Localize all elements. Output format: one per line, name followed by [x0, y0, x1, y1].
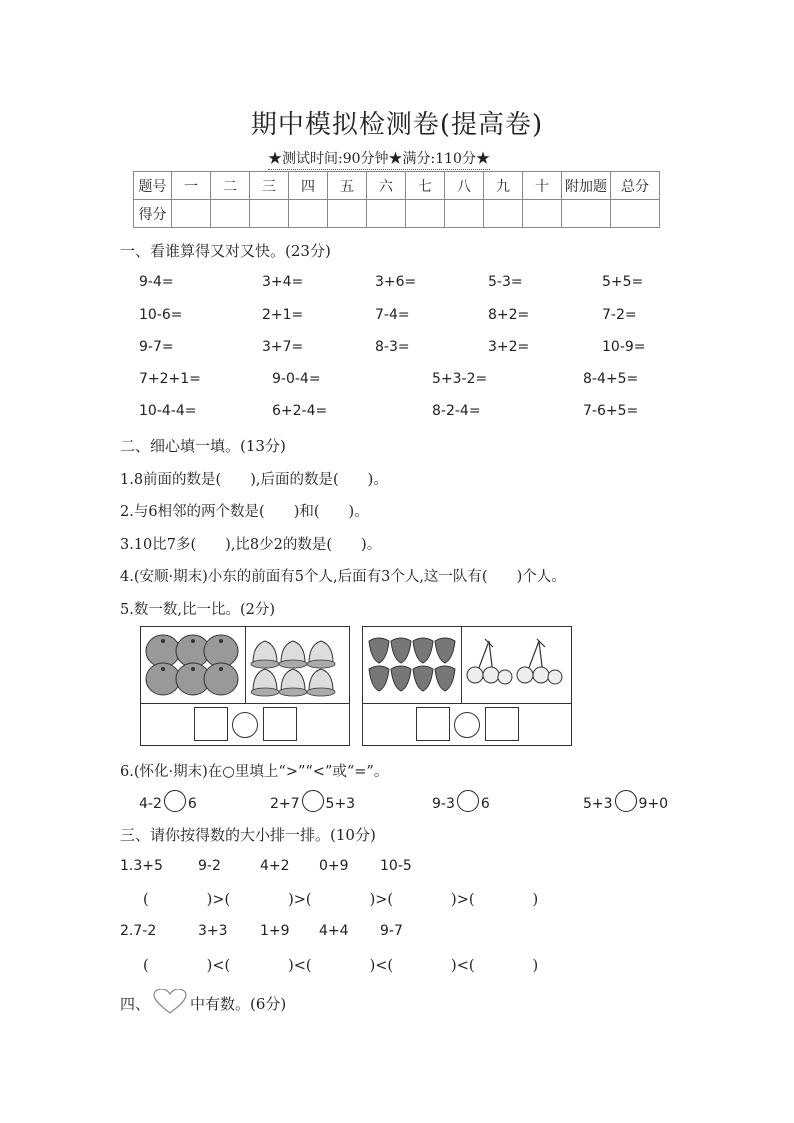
equation: 10-6=: [139, 307, 183, 323]
page-title: 期中模拟检测卷(提高卷): [250, 110, 544, 140]
compare-circle[interactable]: [615, 790, 637, 812]
equation: 5+5=: [602, 274, 644, 290]
score-table-cell: 一: [172, 172, 211, 200]
answer-box[interactable]: [263, 707, 297, 741]
score-input-cell[interactable]: [211, 200, 250, 228]
score-input-cell[interactable]: [289, 200, 328, 228]
expression: 9-7: [380, 923, 403, 939]
expression: 1+9: [260, 923, 290, 939]
score-table-header-row: [134, 172, 660, 200]
score-table-cell: 二: [211, 172, 250, 200]
expression-left: 4-2: [139, 796, 162, 812]
score-table-cell: 五: [328, 172, 367, 200]
equation: 2+1=: [262, 307, 304, 323]
expression: 4+4: [319, 923, 349, 939]
score-input-cell[interactable]: [367, 200, 406, 228]
compare-circle[interactable]: [454, 712, 480, 738]
question-5: 5.数一数,比一比。(2分): [120, 602, 275, 618]
expression-left: 2+7: [270, 796, 300, 812]
expression-right: 6: [480, 796, 490, 812]
score-input-cell[interactable]: [484, 200, 523, 228]
answer-box[interactable]: [416, 707, 450, 741]
score-input-cell[interactable]: [445, 200, 484, 228]
score-input-cell[interactable]: [328, 200, 367, 228]
equation: 9-0-4=: [272, 371, 321, 387]
compare-expression: [432, 790, 490, 812]
order-blanks[interactable]: ( )<( )<( )<( )<( ): [143, 958, 539, 974]
equation: 5+3-2=: [432, 371, 488, 387]
equation: 8-3=: [375, 339, 410, 355]
expression-left: 5+3: [583, 796, 613, 812]
expression-right: 6: [187, 796, 197, 812]
section1-heading: 一、看谁算得又对又快。(23分): [120, 242, 331, 260]
equation: 8+2=: [488, 307, 530, 323]
score-table-cell: 总分: [611, 172, 660, 200]
equation: 7-4=: [375, 307, 410, 323]
score-table-cell: 四: [289, 172, 328, 200]
section4-suffix: 中有数。(6分): [190, 995, 287, 1013]
expression: 3+3: [198, 923, 228, 939]
compare-box-1: [140, 626, 350, 746]
compare-circle[interactable]: [164, 790, 186, 812]
section4-heading: [120, 989, 286, 1015]
expression: 9-2: [198, 858, 221, 874]
expression: 0+9: [319, 858, 349, 874]
expression: 1.3+5: [120, 858, 163, 874]
compare-expression: [139, 790, 197, 812]
score-table-cell: 十: [523, 172, 562, 200]
oranges-icon: [141, 627, 245, 703]
equation: 3+2=: [488, 339, 530, 355]
score-table-cell: 附加题: [562, 172, 611, 200]
compare-box-2: [362, 626, 572, 746]
compare-circle[interactable]: [302, 790, 324, 812]
question-4: 4.(安顺·期末)小东的前面有5个人,后面有3个人,这一队有( )个人。: [120, 569, 566, 585]
equation: 9-7=: [139, 339, 174, 355]
equation: 6+2-4=: [272, 403, 328, 419]
expression: 2.7-2: [120, 923, 157, 939]
order-blanks[interactable]: ( )>( )>( )>( )>( ): [143, 892, 539, 908]
section3-heading: 三、请你按得数的大小排一排。(10分): [120, 826, 376, 844]
cherries-icon: [461, 627, 571, 703]
score-input-cell[interactable]: [562, 200, 611, 228]
compare-expression: [583, 790, 668, 812]
equation: 10-4-4=: [139, 403, 197, 419]
score-table: [133, 171, 660, 228]
score-table-cell: 六: [367, 172, 406, 200]
equation: 7+2+1=: [139, 371, 201, 387]
equation: 5-3=: [488, 274, 523, 290]
question-1: 1.8前面的数是( ),后面的数是( )。: [120, 472, 388, 488]
answer-box[interactable]: [194, 707, 228, 741]
score-input-cell[interactable]: [406, 200, 445, 228]
expression-right: 5+3: [325, 796, 356, 812]
question-6: 6.(怀化·期末)在○里填上“>”“<”或“=”。: [120, 764, 389, 780]
strawberries-icon: [363, 627, 461, 703]
compare-expression: [270, 790, 355, 812]
score-table-cell: 八: [445, 172, 484, 200]
heart-outline-icon: [152, 989, 188, 1015]
score-table-cell: 七: [406, 172, 445, 200]
score-table-score-row: [134, 200, 660, 228]
score-input-cell[interactable]: [250, 200, 289, 228]
equation: 8-2-4=: [432, 403, 481, 419]
section4-prefix: 四、: [120, 995, 151, 1013]
score-table-cell: 题号: [134, 172, 172, 200]
expression-right: 9+0: [638, 796, 669, 812]
equation: 3+4=: [262, 274, 304, 290]
score-input-cell[interactable]: [172, 200, 211, 228]
expression-left: 9-3: [432, 796, 455, 812]
equation: 10-9=: [602, 339, 646, 355]
expression: 4+2: [260, 858, 290, 874]
question-3: 3.10比7多( ),比8少2的数是( )。: [120, 537, 382, 553]
score-table-cell: 得分: [134, 200, 172, 228]
score-table-cell: 九: [484, 172, 523, 200]
peaches-icon: [245, 627, 349, 703]
equation: 7-6+5=: [583, 403, 639, 419]
compare-circle[interactable]: [457, 790, 479, 812]
exam-info: ★测试时间:90分钟★满分:110分★: [268, 148, 490, 170]
score-input-cell[interactable]: [611, 200, 660, 228]
equation: 3+7=: [262, 339, 304, 355]
equation: 9-4=: [139, 274, 174, 290]
compare-circle[interactable]: [232, 712, 258, 738]
equation: 7-2=: [602, 307, 637, 323]
equation: 3+6=: [375, 274, 417, 290]
score-input-cell[interactable]: [523, 200, 562, 228]
score-table-cell: 三: [250, 172, 289, 200]
equation: 8-4+5=: [583, 371, 639, 387]
expression: 10-5: [380, 858, 412, 874]
question-2: 2.与6相邻的两个数是( )和( )。: [120, 504, 369, 520]
answer-box[interactable]: [485, 707, 519, 741]
section2-heading: 二、细心填一填。(13分): [120, 437, 286, 455]
